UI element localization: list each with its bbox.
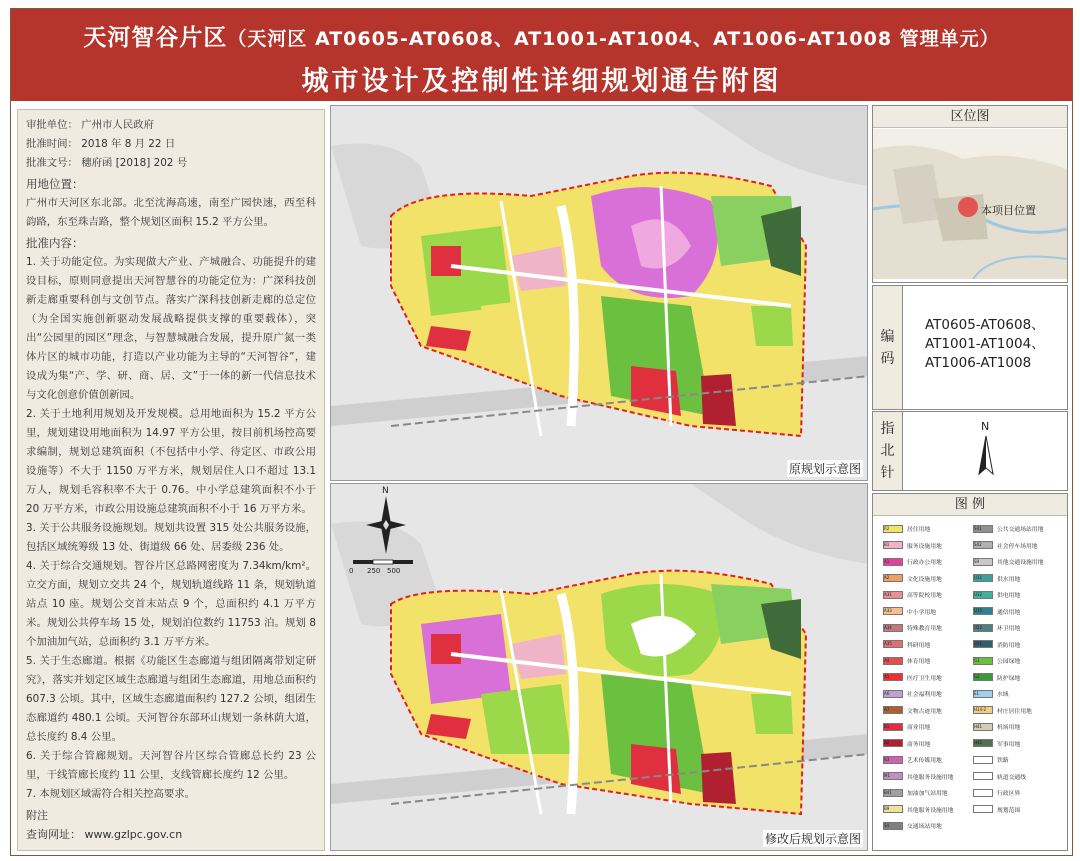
legend-swatch: A34 [883,624,903,632]
approval-doc-number: 批准文号： 穗府函 [2018] 202 号 [26,157,188,169]
legend-swatch: R2 [883,525,903,533]
legend-label: 艺术传媒用地 [907,758,942,764]
legend-item [973,755,1009,764]
revised-plan-caption: 修改后规划示意图 [764,832,861,846]
legend-item [973,739,1020,748]
title-units: （天河区 AT0605-AT0608、AT1001-AT1004、AT1006-AT1008 管理单元） [227,28,1000,50]
legend-item [883,722,930,731]
content-item-3: 3. 关于公共服务设施规划。规划共设置 315 处公共服务设施，包括区域统筹级 13 处、街道级 66 处、居委级 236 处。 [26,522,316,553]
legend-swatch: B1 [883,541,903,549]
original-plan-caption: 原规划示意图 [788,462,861,476]
website-link[interactable]: 查询网址： www.gzlpc.gov.cn [26,828,183,841]
legend-swatch: E1 [973,690,993,698]
legend-label: 加油加气站用地 [907,791,948,797]
scale-bar [353,560,413,564]
legend-label: 商务用地 [907,741,931,748]
legend-swatch: A4 [883,657,903,665]
legend-label: 环卫用地 [997,626,1021,632]
legend-label: 体育用地 [907,659,931,665]
legend-item [883,788,948,797]
code-label-char-2: 码 [880,350,895,367]
scale-label-500: 500 [387,567,401,575]
scale-label-0: 0 [349,567,354,575]
legend-item [883,673,942,682]
legend-swatch: S42 [973,541,993,549]
legend-label: 商业用地 [907,725,931,731]
legend-swatch: B1 [883,723,903,731]
legend-label: 公共交通场站用地 [997,527,1044,533]
north-label-char-2: 北 [880,443,895,459]
content-heading: 批准内容： [26,236,84,250]
legend-label: 社会福利用地 [907,692,942,698]
legend-item [883,590,942,599]
content-item-7: 7. 本规划区域需符合相关控高要求。 [26,788,196,800]
original-plan-map [330,105,868,481]
legend-item [883,574,942,583]
legend-item [973,689,1009,698]
legend-title: 图 例 [873,494,1067,516]
legend-item [883,706,942,715]
legend-swatch: B3 [883,756,903,764]
legend-label: 文物古迹用地 [907,708,942,715]
legend-label: 消防用地 [997,642,1021,649]
approval-info-panel [17,109,325,851]
legend-label: 防护绿地 [997,675,1021,682]
legend-item [973,623,1020,632]
title-area-name: 天河智谷片区 [83,25,228,51]
legend-swatch [973,789,993,797]
legend-swatch: U31 [973,640,993,648]
legend-label: 科研用地 [907,642,931,649]
code-box [872,285,1068,410]
legend-item [883,524,930,533]
legend-swatch: G2 [973,673,993,681]
legend-label: 中小学用地 [907,609,936,616]
code-label [873,286,903,409]
legend-item [883,623,942,632]
legend-item [973,541,1038,550]
main-title [11,19,1072,52]
legend-swatch: B9 [883,805,903,813]
legend-label: 军事用地 [997,741,1021,748]
legend-label: 供电用地 [997,593,1021,599]
north-letter: N [981,420,990,433]
legend-label: 公园绿地 [997,659,1021,665]
compass-letter: N [382,486,389,496]
legend-item [973,640,1020,649]
legend-label: 村庄居住用地 [997,708,1032,715]
revised-plan-map [330,483,868,851]
approval-date: 批准时间： 2018 年 8 月 22 日 [26,138,176,150]
legend-item [883,805,953,814]
legend-swatch: G1 [973,657,993,665]
legend-label: 行政区界 [997,791,1021,797]
code-label-char-1: 编 [880,328,895,345]
legend-swatch: A1 [883,558,903,566]
legend-item [973,607,1020,616]
north-label [873,412,903,490]
legend-swatch: U12 [973,591,993,599]
legend-swatch: U11 [973,574,993,582]
legend-swatch: S9 [973,558,993,566]
north-arrow-icon [971,434,1001,484]
legend-swatch: U22 [973,624,993,632]
legend-label: 居住用地 [907,527,931,533]
legend-item [973,673,1020,682]
legend-label: 轨道交通线 [997,774,1026,781]
north-arrow-box [872,411,1068,491]
legend-swatch: B41 [883,789,903,797]
legend-item [883,821,942,830]
project-location-label: 本项目位置 [981,204,1036,217]
location-heading: 用地位置： [26,177,84,191]
legend-swatch: A6 [883,690,903,698]
unit-code-line-3: AT1006-AT1008 [925,355,1032,371]
planning-board [10,8,1073,856]
legend-swatch: A31 [883,591,903,599]
legend-item [973,805,1020,814]
content-item-6: 6. 关于综合管廊规划。天河智谷片区综合管廊总长约 23 公里，干线管廊长度约 11 公里，支线管廊长度约 12 公里。 [26,750,316,781]
legend-item [883,607,936,616]
legend-label: 铁路 [997,758,1009,764]
legend-swatch: A2 [883,574,903,582]
legend-item [973,574,1020,583]
legend-swatch [973,772,993,780]
unit-code-line-2: AT1001-AT1004、 [925,336,1045,352]
legend-swatch: B2 [883,739,903,747]
legend-label: 高等院校用地 [907,593,942,599]
legend-item [973,772,1026,781]
legend-label: 通信用地 [997,609,1021,616]
unit-code-line-1: AT0605-AT0608、 [925,317,1045,333]
legend-label: 其他服务设施用地 [907,807,954,814]
legend-item [883,755,942,764]
legend-item [883,739,930,748]
content-item-5: 5. 关于生态廊道。根据《功能区生态廊道与组团隔离带划定研究》，落实并划定区域生态廊道与组团生态廊道，用地总面积约 607.3 公顷。其中，区域生态廊道面积约 127.2 公顷，组团生态廊道约 480.1 公顷。天河智谷东部环山规划一条林荫大道，总长度约 8.4 公里。 [26,655,316,743]
legend-label: 水域 [997,692,1009,698]
legend-item [883,772,953,781]
legend-item [883,640,930,649]
legend-item [883,656,930,665]
legend-label: 其他交通设施用地 [997,560,1044,566]
legend-label: 其他服务设施用地 [907,774,954,781]
legend-swatch [973,805,993,813]
legend-swatch: A5 [883,673,903,681]
legend-swatch: H14-2 [973,706,993,714]
right-column [872,105,1068,851]
legend-label: 规划范围 [997,807,1021,814]
location-text: 广州市天河区东北部。北至沈海高速，南至广园快速，西至科韵路，东至珠吉路，整个规划区面积 15.2 平方公里。 [26,197,316,228]
north-label-char-1: 指 [880,421,895,437]
legend-swatch: A35 [883,640,903,648]
legend-item [973,656,1020,665]
legend-swatch: A7 [883,706,903,714]
legend-label: 供水用地 [997,576,1021,583]
north-label-char-3: 针 [880,465,895,481]
title-banner [11,9,1072,101]
content-item-2: 2. 关于土地利用规划及开发规模。总用地面积为 15.2 平方公里，规划建设用地面积为 14.97 平方公里，按目前机场控高要求编制，规划总建筑面积（不包括中小学、待定区、市政公用设施等）不大于 1150 万平方米，规划居住人口不超过 13.1 万人，规划毛容积率不大于 0.76。中小学总建筑面积不小于 20 万平方米，市政公用设施总建筑面积不小于 16 万平方米。 [26,408,316,515]
legend-label: 社会停车场用地 [997,543,1038,550]
legend-label: 文化设施用地 [907,576,942,583]
legend-item [973,788,1020,797]
location-map-title: 区位图 [873,106,1067,128]
legend-item [883,689,942,698]
sub-title: 城市设计及控制性详细规划通告附图 [301,66,782,97]
content-item-1: 1. 关于功能定位。为实现做大产业、产城融合、功能提升的建设目标，原则同意提出天河智慧谷的功能定位为：广深科技创新走廊重要科创与文创节点。落实广深科技创新走廊的总定位（为全国实施创新驱动发展战略提供支撑的重要载体），突出“公园里的园区”理念，与智慧城融合发展，提升原广氮一类体片区的城市功能，打造以产业功能为主导的“天河智谷”，建设成为集“产、学、研、商、居、文”于一体的新一代信息技术与文化创意价值创新园。 [26,256,316,401]
legend-item [973,557,1043,566]
legend-swatch: M1 [883,772,903,780]
location-map-svg [873,129,1067,279]
legend-item [883,541,942,550]
legend-label: 特殊教育用地 [907,626,942,632]
legend-item [973,722,1020,731]
legend-swatch [973,756,993,764]
legend-label: 服务设施用地 [907,543,942,550]
legend-label: 机场用地 [997,725,1021,731]
legend-box [872,493,1068,851]
legend-label: 医疗卫生用地 [907,675,942,682]
legend-item [883,557,942,566]
legend-swatch: H42 [973,739,993,747]
legend-item [973,706,1032,715]
legend-item [973,590,1020,599]
legend-swatch: H41 [973,723,993,731]
approval-unit: 审批单位： 广州市人民政府 [26,119,154,131]
legend-swatch: A33 [883,607,903,615]
original-plan-svg [331,106,868,481]
scale-label-250: 250 [367,567,381,575]
legend-label: 行政办公用地 [907,560,942,566]
note-heading: 附注 [26,809,48,822]
location-map-box [872,105,1068,283]
revised-plan-svg [331,484,868,851]
legend-swatch: S4 [883,822,903,830]
legend-label: 交通场站用地 [907,824,942,830]
legend-swatch: S41 [973,525,993,533]
content-item-4: 4. 关于综合交通规划。智谷片区总路网密度为 7.34km/km²。立交方面，规划立交共 24 个，规划轨道线路 11 条，规划轨道站点 10 座。规划公交首末站点 9 个，总面积约 4.1 万平方米。规划公共停车场 15 处，规划泊位数约 11753 泊。规划 8 个加油加气站，总面积约 3.1 万平方米。 [26,560,316,648]
footer-note [26,806,182,844]
unit-codes [925,316,1045,373]
legend-item [973,524,1043,533]
legend-swatch: U15 [973,607,993,615]
